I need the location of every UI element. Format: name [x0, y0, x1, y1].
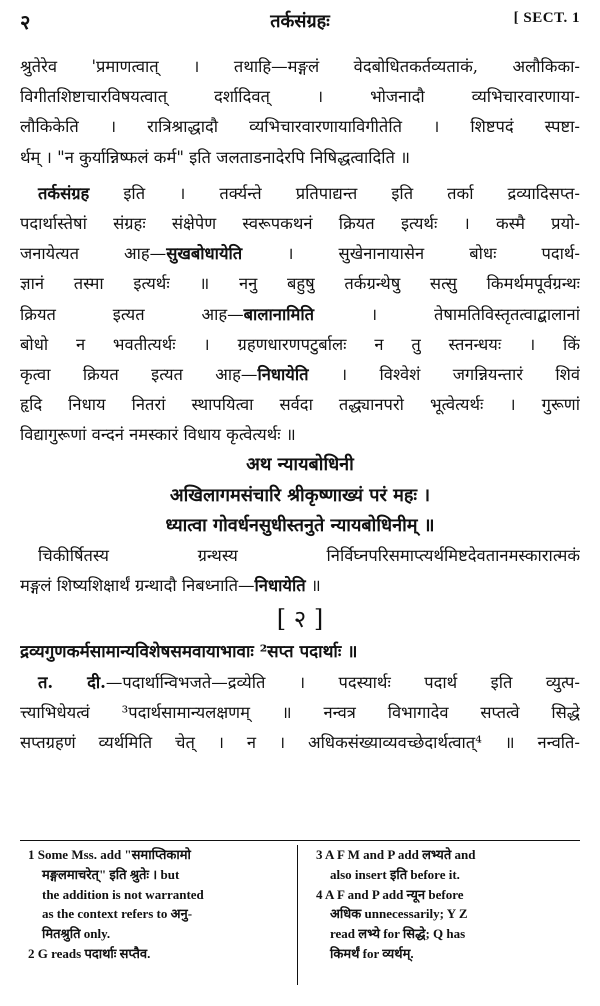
text-line: त्त्याभिधेयत्वं ³पदार्थसामान्यलक्षणम् ॥ नन्वत्र विभागादेव सप्तत्वे सिद्धे: [20, 702, 580, 722]
text-line: [20, 239, 580, 269]
footnote-line: मितश्रुति only.: [42, 926, 111, 942]
text-line: लौकिकेति । रात्रिश्राद्धादौ व्यभिचारवारणायाविगीतेति । शिष्टपदं स्पष्टा-: [20, 117, 580, 137]
page-number: २: [20, 10, 31, 34]
section-label: [ SECT. 1: [513, 10, 580, 26]
footnote-line: 1 Some Mss. add "समाप्तिकामो: [28, 847, 191, 862]
verse-line: ध्यात्वा गोवर्धनसुधीस्तनुते न्यायबोधिनीम् ॥: [165, 514, 435, 536]
text-span: । तेषामतिविस्तृतत्वाद्बालानां: [314, 304, 580, 324]
text-span: मङ्गलं शिष्यशिक्षार्थं ग्रन्थादौ निबध्नाति—: [20, 576, 255, 596]
term-nidhaya: निधायेति: [254, 576, 306, 596]
text-line: बोधो न भवतीत्यर्थः । ग्रहणधारणपटुर्बालः न तु स्तनन्धयः । किं: [20, 334, 580, 354]
text-line: [20, 571, 580, 601]
text-line: [20, 360, 580, 390]
footnote-rule: [20, 840, 580, 841]
text-line: हृदि निधाय नितरां स्थापयित्वा सर्वदा तद्ध्यानपरो भूत्वेत्यर्थः । गुरूणां: [20, 395, 580, 415]
footnote-line: also insert इति before it.: [330, 866, 460, 882]
footnote-line: as the context refers to अनु-: [42, 906, 193, 922]
footnote-line: 4 A F and P add न्यून before: [316, 886, 464, 902]
text-line: र्थम् । "न कुर्यान्निष्फलं कर्म" इति जलताडनादेरपि निषिद्धत्वादिति ॥: [20, 147, 411, 167]
text-line: सप्तग्रहणं व्यर्थमिति चेत् । न । अधिकसंख्याव्यवच्छेदार्थत्वात्⁴ ॥ नन्वति-: [20, 732, 580, 752]
sutra-line: द्रव्यगुणकर्मसामान्यविशेषसमवायाभावाः ²सप्त पदार्थाः ॥: [20, 642, 358, 663]
footnote-line: 2 G reads पदार्थाः सप्तैव.: [28, 945, 151, 961]
text-span: क्रियत इत्यत आह—: [20, 304, 244, 324]
text-span: इति । तर्क्यन्ते प्रतिपाद्यन्त इति तर्का द्रव्यादिसप्त-: [89, 183, 580, 203]
term-balanam: बालानामिति: [243, 304, 315, 324]
footnote-line: the addition is not warranted: [42, 886, 204, 902]
text-span: । विश्वेशं जगन्नियन्तारं शिवं: [308, 364, 580, 384]
text-span: —पदार्थान्विभजते—द्रव्येति । पदस्यार्थः पदार्थ इति व्युत्प-: [105, 672, 580, 692]
footnote-line: read लभ्ये for सिद्धे; Q has: [330, 926, 466, 942]
footnotes-left-column: [28, 845, 298, 985]
footnotes-right-column: [316, 845, 586, 964]
text-span: ॥: [305, 576, 321, 596]
text-line: ज्ञानं तस्मा इत्यर्थः ॥ ननु बहुषु तर्कग्रन्थेषु सत्सु किमर्थमपूर्वग्रन्थः: [20, 274, 580, 294]
footnote-line: किमर्थं for व्यर्थम्.: [330, 945, 414, 961]
text-line: विद्यागुरूणां वन्दनं नमस्कारं विधाय कृत्वेत्यर्थः ॥: [20, 425, 296, 445]
text-line: श्रुतेरेव 'प्रमाणत्वात् । तथाहि—मङ्गलं वेदबोधितकर्तव्यताकं, अलौकिका-: [20, 57, 580, 76]
commentary-label: त. दी.: [38, 672, 106, 692]
text-line: [20, 668, 580, 698]
running-title: तर्कसंग्रहः: [270, 11, 330, 32]
term-tarkasangraha: तर्कसंग्रह: [38, 183, 90, 203]
term-nidhaya: निधायेति: [257, 364, 309, 384]
verse-line: अखिलागमसंचारि श्रीकृष्णाख्यं परं महः ।: [169, 484, 431, 506]
section-number: [ २ ]: [276, 605, 324, 634]
text-span: कृत्वा क्रियत इत्यत आह—: [20, 364, 258, 384]
footnote-line: अधिक unnecessarily; Y Z: [330, 906, 468, 922]
text-span: जनायेत्यत आह—: [20, 244, 167, 264]
main-text: [20, 52, 580, 758]
nyayabodhini-heading: अथ न्यायबोधिनी: [246, 454, 354, 476]
footnote-line: 3 A F M and P add लभ्यते and: [316, 847, 476, 862]
text-line: विगीतशिष्टाचारविषयत्वात् दर्शादिवत् । भोजनादौ व्यभिचारवारणाया-: [20, 87, 580, 107]
text-line: पदार्थास्तेषां संग्रहः संक्षेपेण स्वरूपकथनं क्रियत इत्यर्थः । कस्मै प्रयो-: [20, 213, 580, 233]
term-sukhabodhaya: सुखबोधायेति: [166, 244, 243, 264]
text-line: [20, 179, 580, 209]
text-span: । सुखेनानायासेन बोधः पदार्थ-: [242, 244, 580, 264]
footnote-line: मङ्गलमाचरेत्" इति श्रुतेः । but: [42, 866, 180, 882]
text-line: चिकीर्षितस्य ग्रन्थस्य निर्विघ्नपरिसमाप्त्यर्थमिष्टदेवतानमस्कारात्मकं: [38, 546, 580, 565]
text-line: [20, 300, 580, 330]
page-header: [20, 6, 580, 38]
